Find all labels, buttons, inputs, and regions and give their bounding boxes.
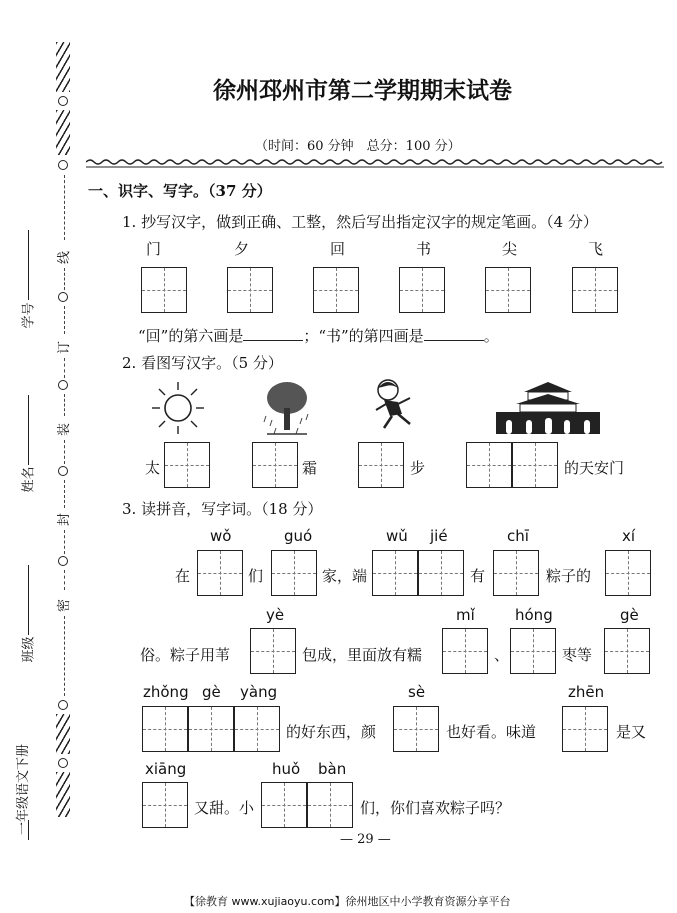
q3-l3-text-1: 的好东西，颜 [286, 723, 377, 741]
hatch-bottom-2 [56, 772, 70, 817]
pinyin-wo: wǒ [210, 527, 232, 545]
class-label: 班级 [21, 636, 37, 663]
hatch-bottom [56, 714, 70, 754]
q1-char-shu: 书 [416, 240, 432, 258]
q3-box-huo[interactable] [261, 782, 307, 828]
q1-char-hui: 回 [330, 240, 346, 258]
name-label: 姓名 [21, 466, 37, 493]
q3-l2-text-4: 枣等 [562, 646, 593, 664]
pinyin-hong: hóng [515, 606, 553, 624]
q3-l1-text-you: 有 [470, 567, 486, 585]
q3-box-ban[interactable] [307, 782, 353, 828]
page-title: 徐州邳州市第二学期期末试卷 [213, 77, 512, 104]
binding-char-ding: 订 [57, 340, 73, 355]
q3-prompt: 3. 读拼音，写字词。（18 分） [122, 500, 323, 518]
q3-box-ge[interactable] [604, 628, 650, 674]
pinyin-guo: guó [284, 527, 313, 545]
pinyin-xi: xí [622, 527, 636, 545]
q3-box-ge2[interactable] [188, 706, 234, 752]
q3-l1-text-jia: 家，端 [322, 567, 368, 585]
pinyin-zhen: zhēn [568, 683, 605, 701]
q3-box-ye[interactable] [250, 628, 296, 674]
q2-prompt: 2. 看图写汉字。（5 分） [122, 354, 283, 372]
footer-source: 【徐教育 www.xujiaoyu.com】徐州地区中小学教育资源分享平台 [184, 895, 511, 908]
binding-circle [58, 380, 68, 390]
q3-box-guo[interactable] [271, 550, 317, 596]
binding-dash [64, 268, 65, 290]
q1-fill-end: 。 [483, 327, 499, 345]
q3-l1-text-zai: 在 [175, 567, 191, 585]
pinyin-ge: gè [620, 606, 639, 624]
q1-writing-box-5[interactable] [485, 267, 531, 313]
q1-char-jian: 尖 [502, 240, 518, 258]
pinyin-ge2: gè [202, 683, 221, 701]
q1-char-xi: 夕 [234, 240, 250, 258]
pinyin-yang: yàng [240, 683, 278, 701]
binding-char-mi: 密 [57, 598, 73, 613]
section1-heading: 一、识字、写字。（37 分） [88, 182, 272, 200]
binding-circle [58, 700, 68, 710]
pinyin-wu: wǔ [386, 527, 408, 545]
q1-fill-line [138, 325, 499, 346]
q3-l3-text-3: 是又 [616, 723, 647, 741]
q2-writing-box-4[interactable] [466, 442, 512, 488]
class-line[interactable] [28, 565, 29, 635]
running-child-image [368, 378, 418, 434]
q1-fill-part1: “回”的第六画是 [138, 327, 244, 345]
pinyin-mi: mǐ [456, 606, 475, 624]
q3-l1-text-zongzi: 粽子的 [546, 567, 592, 585]
binding-dash [64, 358, 65, 378]
binding-char-feng: 封 [57, 512, 73, 527]
tree-in-rain-image [262, 378, 312, 438]
pinyin-huo: huǒ [272, 760, 301, 778]
q2-writing-box-1[interactable] [164, 442, 210, 488]
grade-line [28, 820, 29, 840]
q2-writing-box-5[interactable] [512, 442, 558, 488]
q3-box-hong[interactable] [510, 628, 556, 674]
q1-blank-1[interactable] [243, 326, 303, 341]
name-line[interactable] [28, 395, 29, 465]
grade-subject-label: 一年级语文下册 [16, 743, 32, 836]
q3-box-mi[interactable] [442, 628, 488, 674]
binding-circle [58, 96, 68, 106]
binding-dash [64, 480, 65, 508]
pinyin-se: sè [408, 683, 426, 701]
q3-l2-text-1: 俗。粽子用苇 [140, 646, 231, 664]
q3-box-xi[interactable] [605, 550, 651, 596]
pinyin-xiang: xiāng [145, 760, 187, 778]
q1-char-men: 门 [146, 240, 162, 258]
q3-box-zhen[interactable] [562, 706, 608, 752]
hatch-top-2 [56, 110, 70, 155]
q2-item-bu: 步 [410, 459, 426, 477]
q2-item-tiananmen: 的天安门 [564, 459, 625, 477]
q1-writing-box-2[interactable] [227, 267, 273, 313]
q3-l3-text-2: 也好看。味道 [446, 723, 537, 741]
student-id-line[interactable] [28, 230, 29, 300]
q1-blank-2[interactable] [424, 326, 484, 341]
pinyin-ban: bàn [318, 760, 347, 778]
binding-dash [64, 440, 65, 464]
binding-circle [58, 466, 68, 476]
wavy-divider [86, 158, 664, 170]
binding-dash [64, 616, 65, 696]
sun-image [150, 380, 206, 436]
q2-item-tai: 太 [145, 459, 161, 477]
q1-writing-box-3[interactable] [313, 267, 359, 313]
time-info: （时间：60 分钟 总分：100 分） [255, 139, 461, 154]
q1-fill-part2: ；“书”的第四画是 [303, 327, 424, 345]
q3-l4-text-2: 们，你们喜欢粽子吗？ [360, 799, 511, 817]
binding-char-zhuang: 装 [57, 422, 73, 437]
pinyin-zhong: zhǒng [143, 683, 189, 701]
pinyin-chi: chī [507, 527, 529, 545]
binding-circle [58, 292, 68, 302]
binding-dash [64, 394, 65, 416]
q1-char-fei: 飞 [588, 240, 604, 258]
tiananmen-image [494, 378, 602, 436]
q3-box-se[interactable] [393, 706, 439, 752]
q3-box-xiang[interactable] [142, 782, 188, 828]
binding-dash [64, 530, 65, 554]
binding-dash [64, 306, 65, 334]
q3-l2-text-2: 包成，里面放有糯 [302, 646, 423, 664]
binding-circle [58, 758, 68, 768]
hatch-top [56, 42, 70, 92]
q2-item-shuang: 霜 [302, 459, 318, 477]
q3-l1-text-men: 们 [248, 567, 264, 585]
q1-prompt: 1. 抄写汉字，做到正确、工整，然后写出指定汉字的规定笔画。（4 分） [122, 213, 598, 231]
q3-box-wo[interactable] [197, 550, 243, 596]
q3-box-yang[interactable] [234, 706, 280, 752]
q3-box-chi[interactable] [493, 550, 539, 596]
page-number: — 29 — [340, 832, 391, 847]
q1-writing-box-1[interactable] [141, 267, 187, 313]
student-id-label: 学号 [21, 302, 37, 329]
q3-l4-text-1: 又甜。小 [194, 799, 255, 817]
q3-box-jie[interactable] [418, 550, 464, 596]
q3-box-zhong[interactable] [142, 706, 188, 752]
q1-writing-box-6[interactable] [572, 267, 618, 313]
binding-dash [64, 175, 65, 240]
q3-l2-text-3: 、 [494, 646, 510, 664]
q3-box-wu[interactable] [372, 550, 418, 596]
binding-circle [58, 556, 68, 566]
pinyin-jie: jié [430, 527, 448, 545]
binding-circle [58, 160, 68, 170]
binding-char-xian: 线 [57, 250, 73, 265]
q1-writing-box-4[interactable] [399, 267, 445, 313]
q2-writing-box-3[interactable] [358, 442, 404, 488]
pinyin-ye: yè [266, 606, 285, 624]
binding-dash [64, 570, 65, 590]
q2-writing-box-2[interactable] [252, 442, 298, 488]
